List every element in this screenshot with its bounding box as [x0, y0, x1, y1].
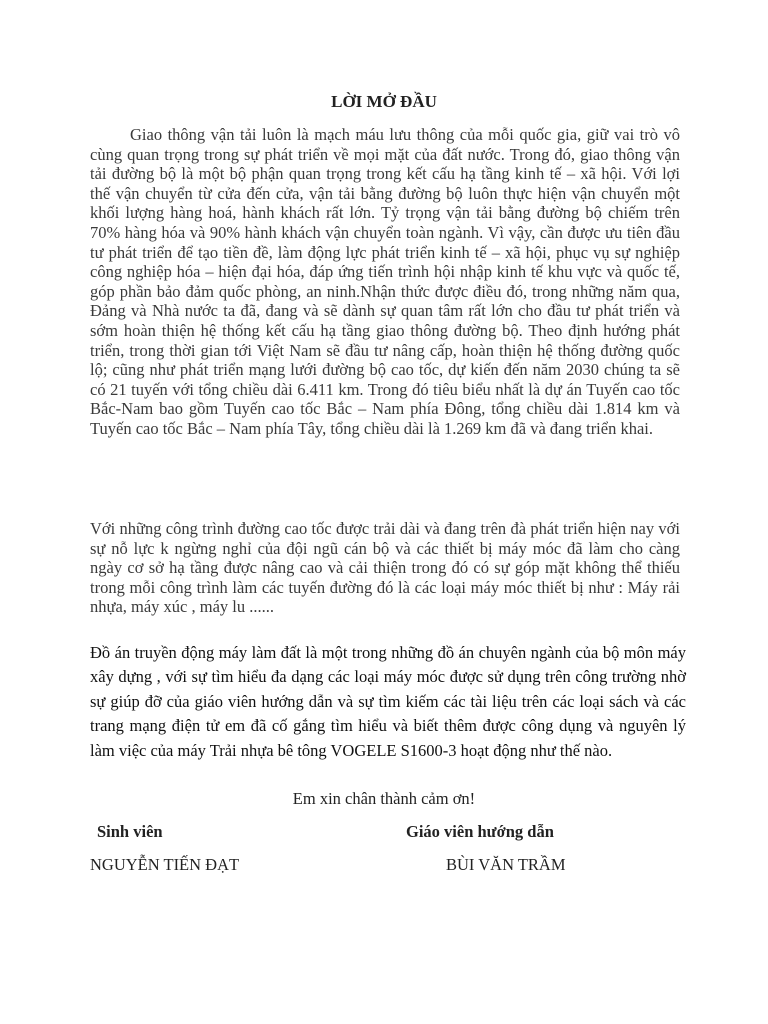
intro-paragraph: Giao thông vận tải luôn là mạch máu lưu thông của mỗi quốc gia, giữ vai trò vô cùng quan trọng trong sự phát triển về mọi mặt của đất nước. Trong đó, giao thông vận tải đường bộ là một bộ phận quan trọng trong kết cấu hạ tầng kinh tế – xã hội. Với lợi thế vận chuyển từ cửa đến cửa, vận tải bằng đường bộ luôn thực hiện vận chuyển một khối lượng hàng hoá, hành khách rất lớn. Tỷ trọng vận tải bằng đường bộ chiếm trên 70% hàng hóa và 90% hành khách vận chuyển toàn ngành. Vì vậy, cần được ưu tiên đầu tư phát triển để tạo tiền đề, làm động lực phát triển kinh tế – xã hội, phục vụ sự nghiệp công nghiệp hóa – hiện đại hóa, đáp ứng tiến trình hội nhập kinh tế khu vực và quốc tế, góp phần bảo đảm quốc phòng, an ninh.Nhận thức được điều đó, trong những năm qua, Đảng và Nhà nước ta đã, đang và sẽ dành sự quan tâm rất lớn cho đầu tư phát triển và sớm hoàn thiện hệ thống kết cấu hạ tầng giao thông đường bộ. Theo định hướng phát triển, trong thời gian tới Việt Nam sẽ đầu tư nâng cấp, hoàn thiện hệ thống đường quốc lộ; cũng như phát triển mạng lưới đường bộ cao tốc, dự kiến đến năm 2030 chúng ta sẽ có 21 tuyến với tổng chiều dài 6.411 km. Trong đó tiêu biểu nhất là dự án Tuyến cao tốc Bắc-Nam bao gồm Tuyến cao tốc Bắc – Nam phía Đông, tổng chiều dài 1.814 km và Tuyến cao tốc Bắc – Nam phía Tây, tổng chiều dài là 1.269 km đã và đang triển khai. — [90, 125, 680, 438]
student-role-label: Sinh viên — [97, 822, 163, 841]
machinery-paragraph: Với những công trình đường cao tốc được trải dài và đang trên đà phát triển hiện nay với sự nỗ lực k ngừng nghỉ của đội ngũ cán bộ và các thiết bị máy móc đã làm cho càng ngày cơ sở hạ tầng được nâng cao và cải thiện trong đó có sự góp mặt không thể thiếu trong mỗi công trình làm các tuyến đường đó là các loại máy móc thiết bị như : Máy rải nhựa, máy xúc , máy lu ...... — [90, 519, 680, 617]
page-title: LỜI MỞ ĐẦU — [331, 92, 437, 111]
project-paragraph: Đồ án truyền động máy làm đất là một trong những đồ án chuyên ngành của bộ môn máy xây dựng , với sự tìm hiểu đa dạng các loại máy móc được sử dụng trên công trường nhờ sự giúp đỡ của giáo viên hướng dẫn và sự tìm kiếm các tài liệu trên các loại sách và các trang mạng điện tử em đã cố gắng tìm hiểu và biết thêm được công dụng và nguyên lý làm việc của máy Trải nhựa bê tông VOGELE S1600-3 hoạt động như thế nào. — [90, 643, 686, 760]
closing-thanks: Em xin chân thành cảm ơn! — [292, 789, 476, 808]
instructor-role-label: Giáo viên hướng dẫn — [406, 822, 554, 841]
instructor-name: BÙI VĂN TRẦM — [446, 855, 566, 874]
student-name: NGUYỄN TIẾN ĐẠT — [90, 855, 240, 874]
